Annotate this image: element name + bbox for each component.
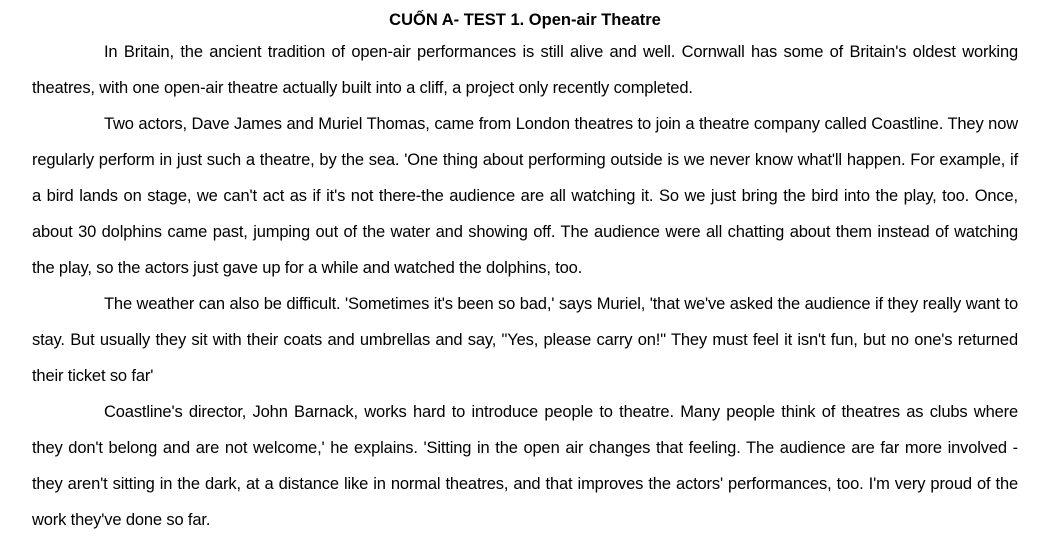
paragraph-2: Two actors, Dave James and Muriel Thomas, came from London theatres to join a theatre company called Coastline. They now regularly perform in just such a theatre, by the sea. 'One thing about performing outside is we never know what'll happen. For example, if a bird lands on stage, we can't act as if it's not there-the audience are all watching it. So we just bring the bird into the play, too. Once, about 30 dolphins came past, jumping out of the water and showing off. The audience were all chatting about them instead of watching the play, so the actors just gave up for a while and watched the dolphins, too. bbox=[32, 115, 1018, 277]
document-title: CUỐN A- TEST 1. Open-air Theatre bbox=[389, 11, 661, 29]
paragraph-3: The weather can also be difficult. 'Sometimes it's been so bad,' says Muriel, 'that we've asked the audience if they really want to stay. But usually they sit with their coats and umbrellas and say, "Yes, please carry on!" They must feel it isn't fun, but no one's returned their ticket so far' bbox=[32, 295, 1018, 385]
document-page bbox=[32, 8, 1018, 538]
paragraph-4: Coastline's director, John Barnack, works hard to introduce people to theatre. Many people think of theatres as clubs where they don't belong and are not welcome,' he explains. 'Sitting in the open air changes that feeling. The audience are far more involved - they aren't sitting in the dark, at a distance like in normal theatres, and that improves the actors' performances, too. I'm very proud of the work they've done so far. bbox=[32, 403, 1018, 529]
paragraph-1: In Britain, the ancient tradition of open-air performances is still alive and well. Cornwall has some of Britain's oldest working theatres, with one open-air theatre actually built into a cliff, a project only recently completed. bbox=[32, 43, 1018, 97]
